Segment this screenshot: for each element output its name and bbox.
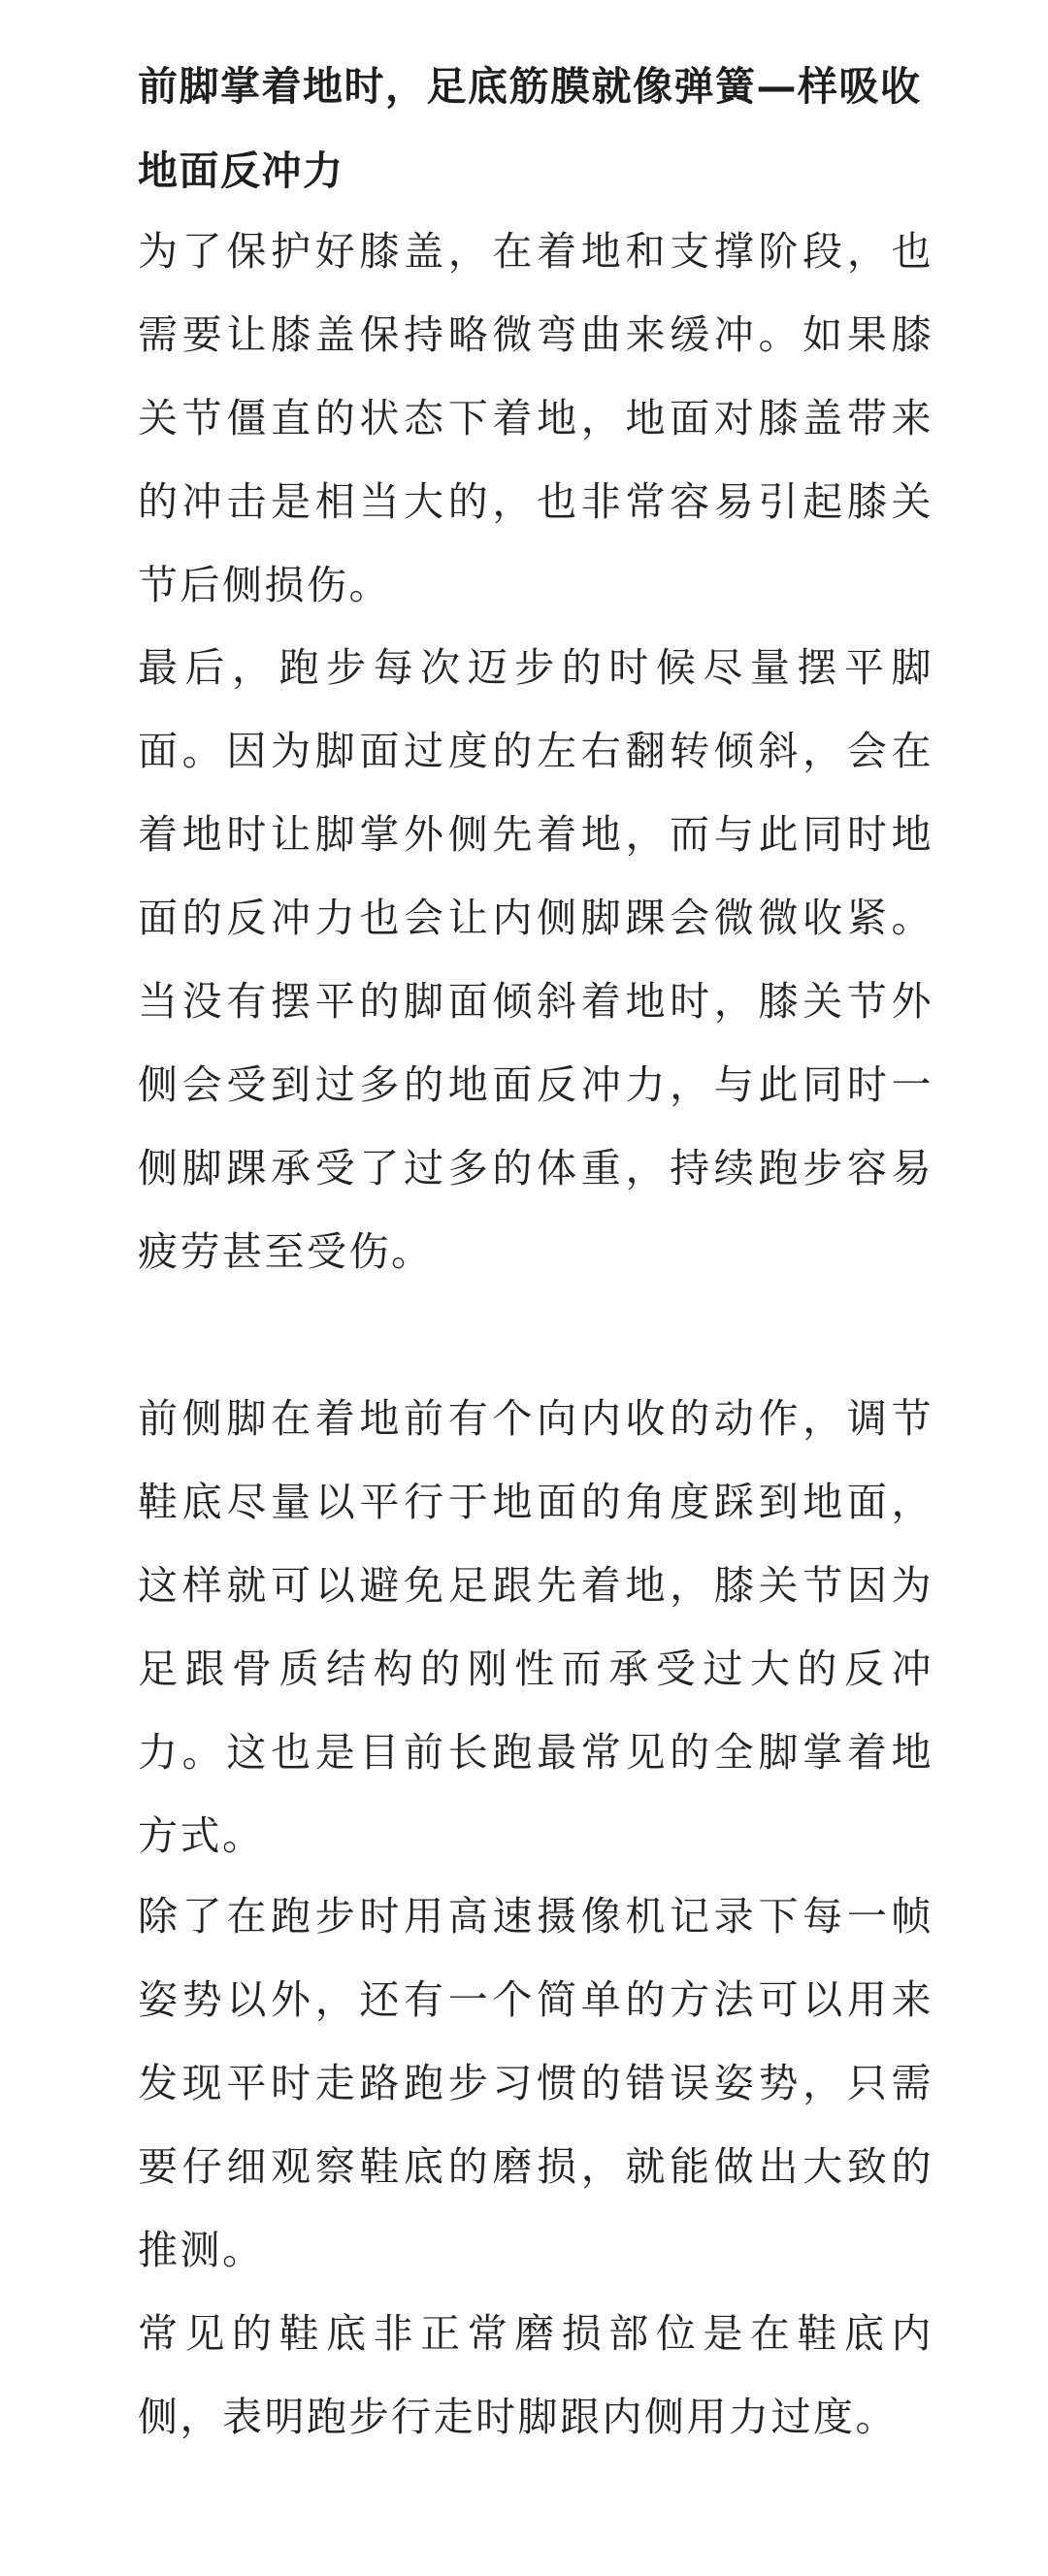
paragraph-knee-buffer: 为了保护好膝盖，在着地和支撑阶段，也需要让膝盖保持略微弯曲来缓冲。如果膝关节僵直的状态下着地，地面对膝盖带来的冲击是相当大的，也非常容易引起膝关节后侧损伤。 [138,228,933,608]
paragraph-inner-wear: 常见的鞋底非正常磨损部位是在鞋底内侧，表明跑步行走时脚跟内侧用力过度。 [138,2310,933,2440]
paragraph-forefoot-landing: 前侧脚在着地前有个向内收的动作，调节鞋底尽量以平行于地面的角度踩到地面，这样就可以避免足跟先着地，膝关节因为足跟骨质结构的刚性而承受过大的反冲力。这也是目前长跑最常见的全脚掌着地方式。 [138,1395,933,1859]
paragraph-foot-level: 最后，跑步每次迈步的时候尽量摆平脚面。因为脚面过度的左右翻转倾斜，会在着地时让脚掌外侧先着地，而与此同时地面的反冲力也会让内侧脚踝会微微收紧。当没有摆平的脚面倾斜着地时，膝关节外侧会受到过多的地面反冲力，与此同时一侧脚踝承受了过多的体重，持续跑步容易疲劳甚至受伤。 [138,644,933,1275]
paragraph-shoe-wear-method: 除了在跑步时用高速摄像机记录下每一帧姿势以外，还有一个简单的方法可以用来发现平时走路跑步习惯的错误姿势，只需要仔细观察鞋底的磨损，就能做出大致的推测。 [138,1893,933,2273]
section-heading: 前脚掌着地时，足底筋膜就像弹簧—样吸收地面反冲力 [138,63,922,194]
